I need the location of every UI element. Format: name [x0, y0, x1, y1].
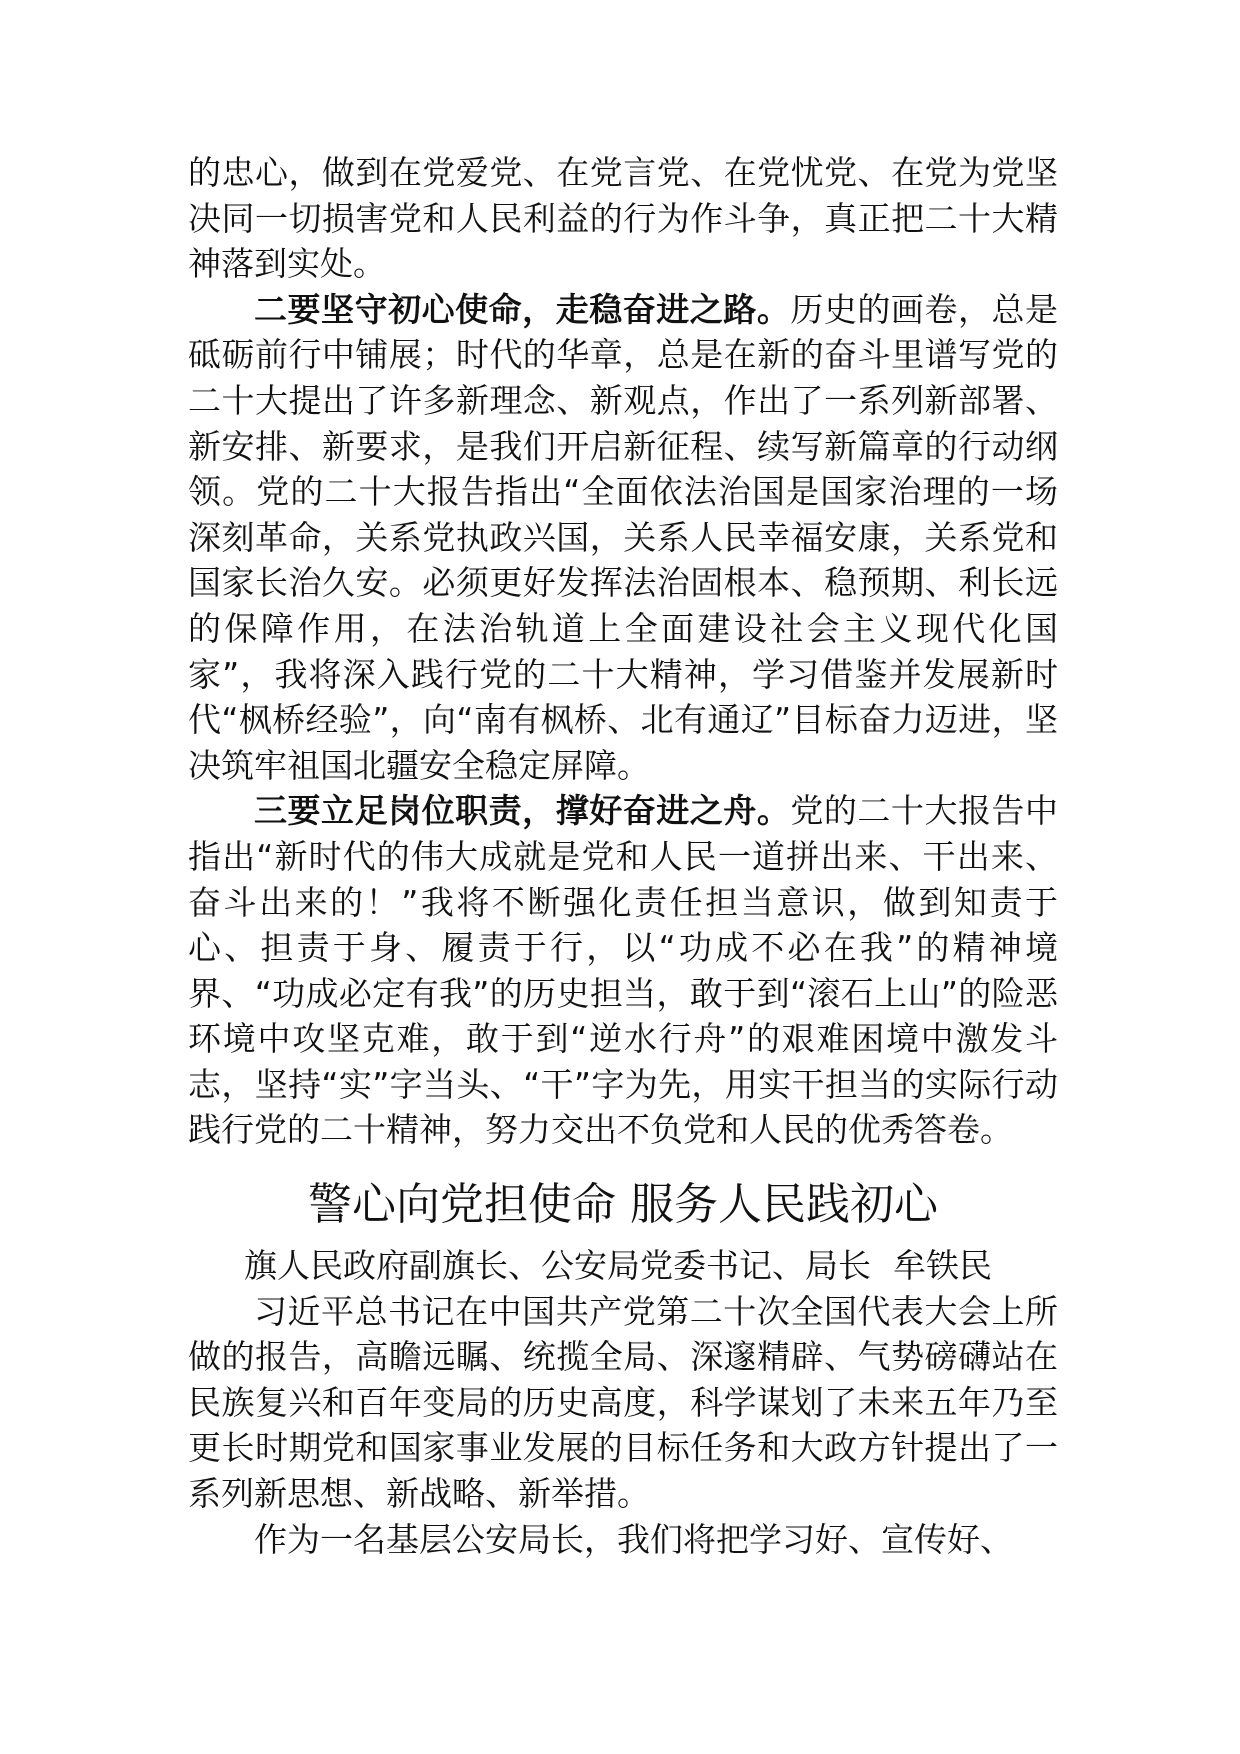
paragraph-point-three	[188, 788, 1058, 1153]
paragraph-intro	[188, 1289, 1058, 1517]
author-name: 牟铁民	[893, 1246, 992, 1286]
paragraph-point-two	[188, 287, 1058, 789]
document-page	[188, 150, 1058, 1562]
paragraph-continued	[188, 1517, 1058, 1563]
paragraph-text: 习近平总书记在中国共产党第二十次全国代表大会上所做的报告，高瞻远瞩、统揽全局、深邃精辟、气势磅礴站在民族复兴和百年变局的历史高度，科学谋划了未来五年乃至更长时期党和国家事业发展的目标任务和大政方针提出了一系列新思想、新战略、新举措。	[188, 1291, 1058, 1514]
paragraph-lead-heading: 三要立足岗位职责，撑好奋进之舟。	[254, 791, 791, 831]
paragraph-continuation	[188, 150, 1058, 287]
author-byline	[188, 1243, 1058, 1289]
paragraph-text: 党的二十大报告中指出“新时代的伟大成就是党和人民一道拼出来、干出来、奋斗出来的！”我将不断强化责任担当意识，做到知责于心、担责于身、履责于行，以“功成不必在我”的精神境界、“功成必定有我”的历史担当，敢于到“滚石上山”的险恶环境中攻坚克难，敢于到“逆水行舟”的艰难困境中激发斗志，坚持“实”字当头、“干”字为先，用实干担当的实际行动践行党的二十精神，努力交出不负党和人民的优秀答卷。	[188, 791, 1059, 1150]
paragraph-text: 的忠心，做到在党爱党、在党言党、在党忧党、在党为党坚决同一切损害党和人民利益的行为作斗争，真正把二十大精神落到实处。	[188, 153, 1058, 284]
paragraph-lead-heading: 二要坚守初心使命，走稳奋进之路。	[254, 289, 791, 329]
author-position: 旗人民政府副旗长、公安局党委书记、局长	[244, 1246, 871, 1286]
paragraph-text: 历史的画卷，总是砥砺前行中铺展；时代的华章，总是在新的奋斗里谱写党的二十大提出了许多新理念、新观点，作出了一系列新部署、新安排、新要求，是我们开启新征程、续写新篇章的行动纲领。党的二十大报告指出“全面依法治国是国家治理的一场深刻革命，关系党执政兴国，关系人民幸福安康，关系党和国家长治久安。必须更好发挥法治固根本、稳预期、利长远的保障作用，在法治轨道上全面建设社会主义现代化国家”，我将深入践行党的二十大精神，学习借鉴并发展新时代“枫桥经验”，向“南有枫桥、北有通辽”目标奋力迈进，坚决筑牢祖国北疆安全稳定屏障。	[188, 289, 1059, 785]
paragraph-text: 作为一名基层公安局长，我们将把学习好、宣传好、	[254, 1519, 1013, 1559]
article-title: 警心向党担使命 服务人民践初心	[308, 1179, 938, 1231]
